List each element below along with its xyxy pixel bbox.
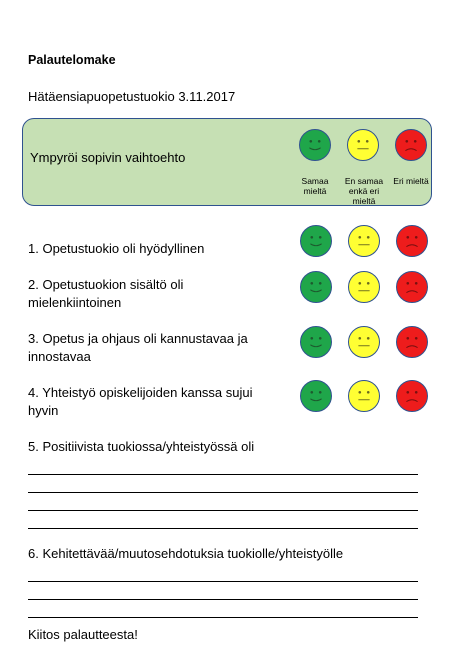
answer-line[interactable] [28, 617, 418, 618]
sad-face-icon[interactable] [396, 380, 428, 412]
question-3 [28, 330, 248, 366]
question-4 [28, 384, 253, 420]
neutral-face-icon[interactable] [348, 326, 380, 358]
question-3-line2: innostavaa [28, 349, 91, 364]
legend-caption-disagree: Eri mieltä [393, 176, 429, 186]
answer-line[interactable] [28, 510, 418, 511]
answer-line[interactable] [28, 599, 418, 600]
sad-face-icon[interactable] [396, 271, 428, 303]
open-question-6: 6. Kehitettävää/muutosehdotuksia tuokiolle/yhteistyölle [28, 546, 344, 561]
neutral-face-icon[interactable] [348, 380, 380, 412]
form-title: Palautelomake [28, 53, 116, 67]
question-2 [28, 276, 183, 312]
happy-face-icon[interactable] [300, 271, 332, 303]
question-3-line1: 3. Opetus ja ohjaus oli kannustavaa ja [28, 331, 248, 346]
sad-face-icon[interactable] [396, 225, 428, 257]
question-1 [28, 240, 204, 258]
happy-face-icon[interactable] [300, 380, 332, 412]
legend-caption-agree: Samaa mieltä [301, 176, 329, 196]
question-4-line1: 4. Yhteistyö opiskelijoiden kanssa sujui [28, 385, 253, 400]
answer-line[interactable] [28, 492, 418, 493]
question-2-line2: mielenkiintoinen [28, 295, 122, 310]
answer-line[interactable] [28, 528, 418, 529]
question-4-line2: hyvin [28, 403, 59, 418]
closing-text: Kiitos palautteesta! [28, 627, 138, 642]
happy-face-icon[interactable] [300, 225, 332, 257]
happy-face-icon[interactable] [300, 326, 332, 358]
sad-face-icon[interactable] [396, 326, 428, 358]
open-question-5: 5. Positiivista tuokiossa/yhteistyössä oli [28, 439, 255, 454]
neutral-face-icon[interactable] [348, 225, 380, 257]
question-1-line1: 1. Opetustuokio oli hyödyllinen [28, 241, 205, 256]
neutral-face-icon[interactable] [347, 129, 379, 161]
legend-instruction: Ympyröi sopivin vaihtoehto [30, 150, 186, 165]
neutral-face-icon[interactable] [348, 271, 380, 303]
question-2-line1: 2. Opetustuokion sisältö oli [28, 277, 184, 292]
legend-caption-neutral: En samaa enkä eri mieltä [344, 176, 384, 206]
answer-line[interactable] [28, 474, 418, 475]
answer-line[interactable] [28, 581, 418, 582]
happy-face-icon[interactable] [299, 129, 331, 161]
form-subtitle: Hätäensiapuopetustuokio 3.11.2017 [28, 89, 236, 104]
sad-face-icon[interactable] [395, 129, 427, 161]
